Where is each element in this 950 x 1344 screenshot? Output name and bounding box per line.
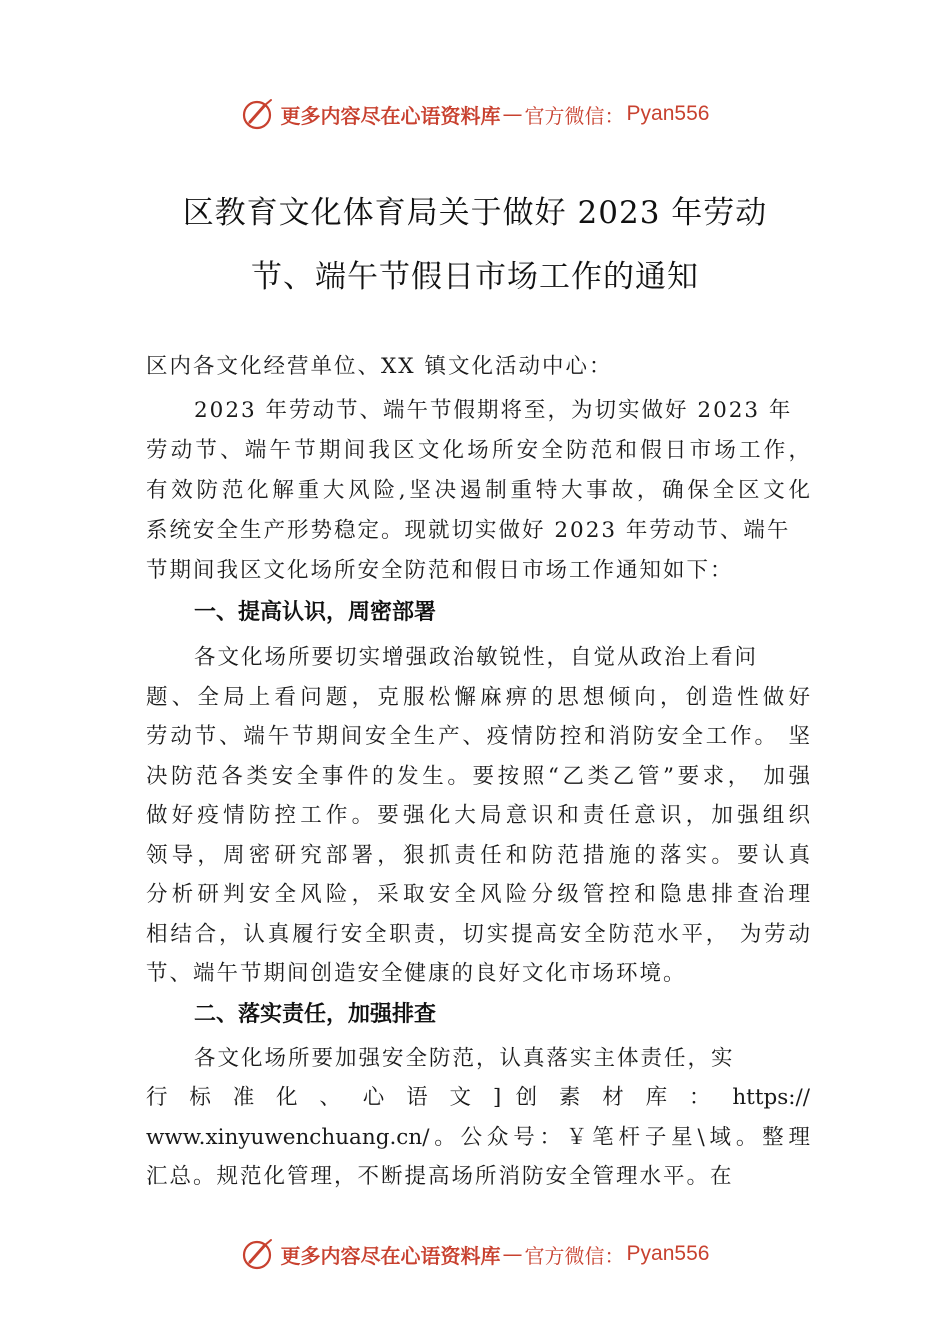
brush-logo-icon [241,97,275,131]
paragraph-2-line: 相结合，认真履行安全职责，切实提高安全防范水平， 为劳动 [146,922,810,947]
watermark-wechat-id: Pyan556 [626,102,710,125]
watermark-text: 更多内容尽在心语资料库 [280,103,501,128]
watermark-separator: — [502,1242,523,1266]
watermark-wechat-label: 官方微信： [524,103,625,128]
salutation: 区内各文化经营单位、XX 镇文化活动中心： [146,354,613,379]
paragraph-1-line: 节期间我区文化场所安全防范和假日市场工作通知如下： [146,558,734,583]
paragraph-3-line: 各文化场所要加强安全防范，认真落实主体责任，实 [194,1046,735,1071]
paragraph-1-line: 有效防范化解重大风险,坚决遏制重特大事故，确保全区文化 [146,478,810,503]
brush-logo-icon [241,1237,275,1271]
paragraph-2-line: 节、端午节期间创造安全健康的良好文化市场环境。 [146,961,687,986]
paragraph-2-line: 题、全局上看问题，克服松懈麻痹的思想倾向，创造性做好 [146,685,810,710]
paragraph-2-line: 分析研判安全风险，采取安全风险分级管控和隐患排查治理 [146,882,810,907]
paragraph-1-line: 2023 年劳动节、端午节假期将至，为切实做好 2023 年 [194,398,793,423]
paragraph-2-line: 各文化场所要切实增强政治敏锐性，自觉从政治上看问 [194,645,759,670]
paragraph-2-line: 做好疫情防控工作。要强化大局意识和责任意识，加强组织 [146,803,810,828]
watermark-separator: — [502,102,523,126]
paragraph-1-line: 劳动节、端午节期间我区文化场所安全防范和假日市场工作， [146,438,810,463]
paragraph-3-line: www.xinyuwenchuang.cn/。公众号：￥笔杆子星\域。整理 [146,1125,810,1150]
watermark-text: 更多内容尽在心语资料库 [280,1243,501,1268]
paragraph-3-line: 汇总。规范化管理，不断提高场所消防安全管理水平。在 [146,1164,734,1189]
section-heading-1: 一、提高认识，周密部署 [194,600,437,625]
watermark-wechat-label: 官方微信： [524,1243,625,1268]
document-title-line-1: 区教育文化体育局关于做好 2023 年劳动 [182,195,768,231]
paragraph-2-line: 决防范各类安全事件的发生。要按照“乙类乙管”要求， 加强 [146,764,810,789]
watermark-footer [0,1234,950,1274]
watermark-header [0,94,950,134]
paragraph-2-line: 劳动节、端午节期间安全生产、疫情防控和消防安全工作。 坚 [146,724,810,749]
section-heading-2: 二、落实责任，加强排查 [194,1002,437,1027]
paragraph-2-line: 领导，周密研究部署，狠抓责任和防范措施的落实。要认真 [146,843,810,868]
paragraph-1-line: 系统安全生产形势稳定。现就切实做好 2023 年劳动节、端午 [146,518,791,543]
paragraph-3-line: 行 标 准 化 、 心 语 文 ] 创 素 材 库 ： https:// [146,1085,810,1110]
watermark-wechat-id: Pyan556 [626,1242,710,1265]
document-title-line-2: 节、端午节假日市场工作的通知 [251,259,699,295]
